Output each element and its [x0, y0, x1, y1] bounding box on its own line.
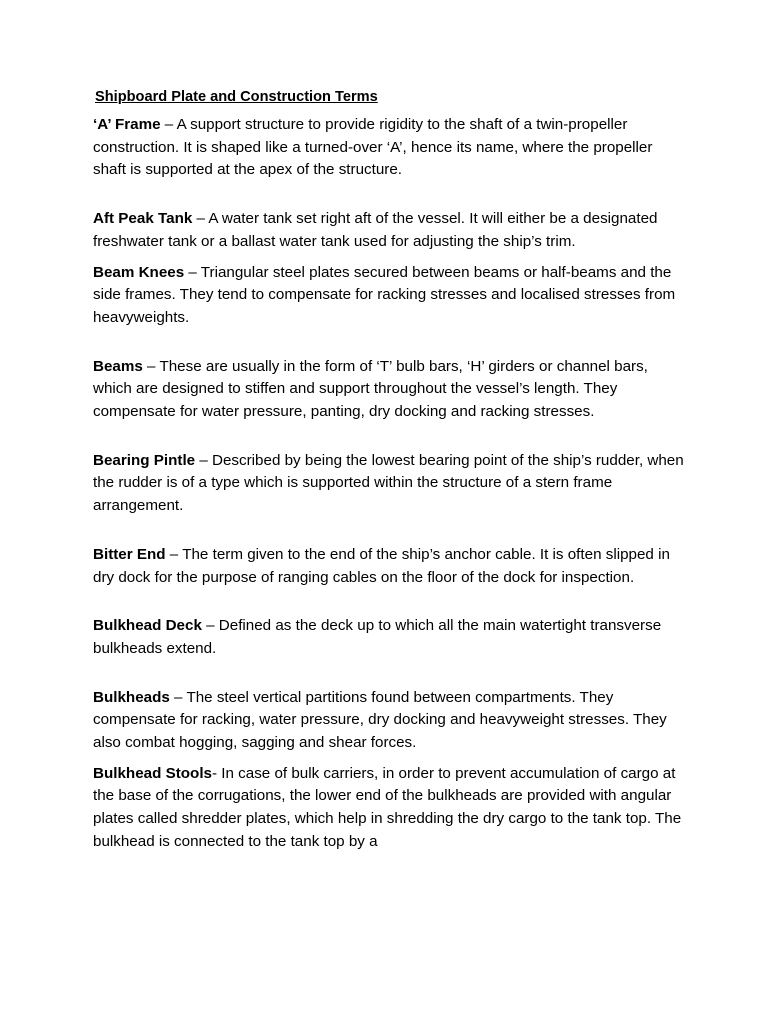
entry-term: Bulkhead Stools [93, 764, 212, 782]
entry-separator: – [160, 116, 177, 133]
entry-separator: – [142, 357, 160, 375]
glossary-entry-a-frame [93, 114, 685, 182]
glossary-entry-bulkhead-stools [93, 763, 685, 854]
entry-term: Bulkheads [93, 688, 170, 706]
entry-term: Aft Peak Tank [93, 210, 193, 228]
entry-separator: – [201, 617, 219, 635]
document-page [93, 86, 685, 854]
glossary-entry-beam-knees [93, 262, 685, 330]
entry-separator: - [212, 764, 222, 782]
entry-definition: The steel vertical partitions found between compartments. They compensate for racking, water pressure, dry docking and heavyweight stresses. They also combat hogging, sagging and shear forces. [93, 688, 667, 752]
entry-separator: – [169, 688, 187, 706]
glossary-entry-bitter-end [93, 544, 685, 589]
entry-definition: A water tank set right aft of the vessel. It will either be a designated freshwater tank or a ballast water tank used for adjusting the ship’s trim. [93, 210, 658, 250]
entry-term: Bearing Pintle [93, 451, 196, 469]
glossary-entry-bulkhead-deck [93, 615, 685, 660]
glossary-entry-aft-peak-tank [93, 208, 685, 253]
entry-term: Beam Knees [93, 263, 185, 281]
entry-term: Bitter End [93, 545, 166, 563]
entry-definition: A support structure to provide rigidity to the shaft of a twin-propeller construction. It is shaped like a turned-over ‘A’, hence its name, where the propeller shaft is supported at the apex of the structure. [93, 116, 653, 179]
entry-definition: In case of bulk carriers, in order to prevent accumulation of cargo at the base of the corrugations, the lower end of the bulkheads are provided with angular plates called shredder plates, which help in shredding the dry cargo to the tank top. The bulkhead is connected to the tank top by a [93, 764, 682, 850]
entry-separator: – [184, 263, 201, 281]
entry-definition: Described by being the lowest bearing point of the ship’s rudder, when the rudder is of a type which is supported within the structure of a stern frame arrangement. [93, 451, 684, 515]
entry-separator: – [165, 545, 183, 563]
entry-definition: The term given to the end of the ship’s anchor cable. It is often slipped in dry dock for the purpose of ranging cables on the floor of the dock for inspection. [93, 545, 670, 586]
glossary-entry-bulkheads [93, 687, 685, 755]
document-title: Shipboard Plate and Construction Terms [95, 89, 378, 105]
entry-definition: Triangular steel plates secured between beams or half-beams and the side frames. They tend to compensate for racking stresses and localised stresses from heavyweights. [93, 263, 676, 326]
entry-separator: – [195, 451, 213, 469]
entry-definition: These are usually in the form of ‘T’ bulb bars, ‘H’ girders or channel bars, which are designed to stiffen and support throughout the vessel’s length. They compensate for water pressure, panting, dry docking and racking stresses. [93, 357, 648, 421]
entry-term: Beams [93, 357, 143, 375]
entry-term: Bulkhead Deck [93, 617, 202, 635]
entry-separator: – [192, 210, 209, 228]
entry-term: ‘A’ Frame [93, 116, 161, 133]
glossary-entry-bearing-pintle [93, 450, 685, 518]
entry-definition: Defined as the deck up to which all the main watertight transverse bulkheads extend. [93, 617, 662, 657]
glossary-entry-beams [93, 356, 685, 424]
